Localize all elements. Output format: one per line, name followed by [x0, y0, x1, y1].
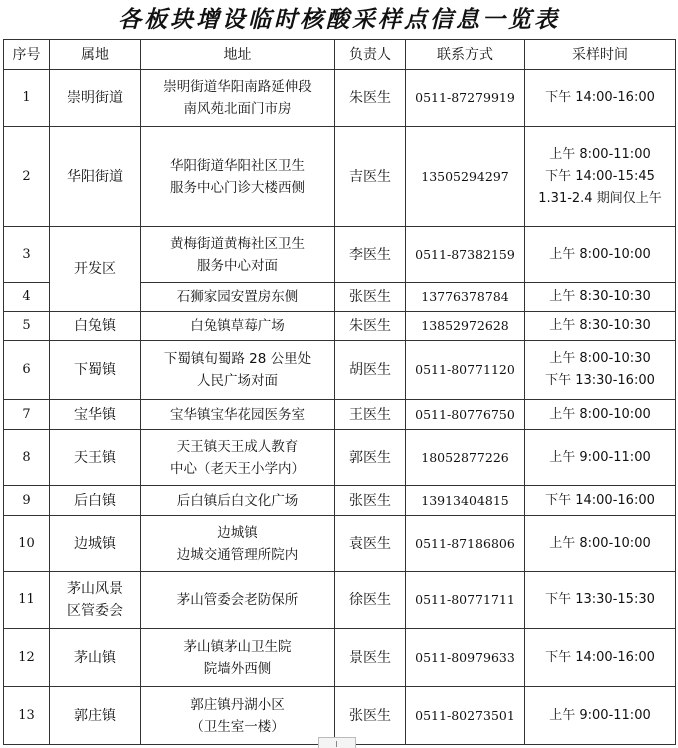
- table-row: [4, 572, 676, 629]
- cell-time: [525, 400, 676, 430]
- cell-contact: 18052877226: [406, 430, 525, 486]
- cell-contact: 0511-80273501: [406, 687, 525, 745]
- cell-time: [525, 70, 676, 127]
- cell-time: [525, 127, 676, 227]
- cell-seq: 4: [4, 283, 50, 312]
- cell-line: 上午 8:00-10:00: [549, 406, 651, 422]
- cell-line: 上午 8:00-10:30: [549, 351, 651, 366]
- cell-line: 白兔镇草莓广场: [190, 318, 285, 334]
- cell-contact: 13913404815: [406, 486, 525, 516]
- cell-line: 下午 13:30-15:30: [545, 592, 655, 607]
- cell-line: 服务中心门诊大楼西侧: [170, 179, 305, 196]
- table-row: [4, 227, 676, 283]
- cell-line: 石狮家园安置房东侧: [176, 289, 299, 305]
- cell-time: [525, 312, 676, 341]
- cell-line: 上午 8:00-11:00: [549, 146, 651, 162]
- cell-line: 崇明街道华阳南路延伸段: [163, 79, 312, 95]
- cell-line: 人民广场对面: [197, 373, 278, 389]
- cell-contact: 0511-80771120: [406, 341, 525, 400]
- cell-person: 朱医生: [335, 70, 406, 127]
- cell-seq: 12: [4, 629, 50, 687]
- cell-seq: 13: [4, 687, 50, 745]
- table-row: [4, 341, 676, 400]
- cell-time: [525, 430, 676, 486]
- cell-address: [141, 400, 335, 430]
- table-row: [4, 127, 676, 227]
- header-area: 属地: [50, 40, 141, 70]
- cell-line: 茅山管委会老防保所: [176, 592, 299, 608]
- cell-line: 下午 14:00-16:00: [545, 90, 655, 105]
- cell-area: 白兔镇: [50, 312, 141, 341]
- cell-line: 宝华镇宝华花园医务室: [170, 406, 305, 423]
- cell-seq: 1: [4, 70, 50, 127]
- cell-area: 后白镇: [50, 486, 141, 516]
- cell-time: [525, 687, 676, 745]
- cell-line: 茅山风景: [67, 581, 123, 597]
- cell-address: [141, 687, 335, 745]
- header-contact: 联系方式: [406, 40, 525, 70]
- cell-contact: 13505294297: [406, 127, 525, 227]
- cell-person: 胡医生: [335, 341, 406, 400]
- cell-time: [525, 227, 676, 283]
- cell-line: 茅山镇茅山卫生院: [183, 638, 292, 655]
- cell-person: 张医生: [335, 283, 406, 312]
- header-time: 采样时间: [525, 40, 676, 70]
- cell-address: [141, 430, 335, 486]
- cell-person: 朱医生: [335, 312, 406, 341]
- cell-line: 上午 8:00-10:00: [549, 535, 651, 551]
- cell-area: 边城镇: [50, 516, 141, 572]
- cell-line: 上午 9:00-11:00: [549, 449, 651, 465]
- cell-address: [141, 312, 335, 341]
- cell-area: 郭庄镇: [50, 687, 141, 745]
- cell-line: 边城镇: [217, 524, 258, 541]
- cell-line: 下蜀镇旬蜀路 28 公里处: [163, 351, 312, 367]
- cell-time: [525, 341, 676, 400]
- cell-line: 上午 8:30-10:30: [549, 289, 651, 304]
- cell-seq: 6: [4, 341, 50, 400]
- cell-time: [525, 283, 676, 312]
- cell-seq: 11: [4, 572, 50, 629]
- cell-seq: 5: [4, 312, 50, 341]
- cell-address: [141, 486, 335, 516]
- header-address: 地址: [141, 40, 335, 70]
- cell-line: 区管委会: [67, 603, 123, 619]
- cell-line: 服务中心对面: [197, 257, 278, 274]
- cell-area: 茅山镇: [50, 629, 141, 687]
- cell-address: [141, 70, 335, 127]
- cell-line: 下午 14:00-15:45: [545, 168, 655, 184]
- cell-contact: 0511-80771711: [406, 572, 525, 629]
- cell-contact: 0511-80979633: [406, 629, 525, 687]
- page-title: 各板块增设临时核酸采样点信息一览表: [118, 7, 560, 33]
- cell-area: 华阳街道: [50, 127, 141, 227]
- cell-contact: 0511-87382159: [406, 227, 525, 283]
- cell-person: 王医生: [335, 400, 406, 430]
- cell-person: 袁医生: [335, 516, 406, 572]
- cell-person: 景医生: [335, 629, 406, 687]
- cell-address: [141, 127, 335, 227]
- table-row: [4, 400, 676, 430]
- cell-area: 下蜀镇: [50, 341, 141, 400]
- cell-line: 南风苑北面门市房: [183, 101, 292, 117]
- table-row: [4, 70, 676, 127]
- cell-seq: 10: [4, 516, 50, 572]
- cell-person: 李医生: [335, 227, 406, 283]
- cell-time: [525, 572, 676, 629]
- cell-area: 崇明街道: [50, 70, 141, 127]
- cell-address: [141, 227, 335, 283]
- cell-contact: 0511-80776750: [406, 400, 525, 430]
- table-row: [4, 687, 676, 745]
- cell-seq: 7: [4, 400, 50, 430]
- cell-time: [525, 486, 676, 516]
- cell-line: 华阳街道华阳社区卫生: [170, 157, 305, 174]
- cell-person: 徐医生: [335, 572, 406, 629]
- cell-line: 后白镇后白文化广场: [176, 492, 299, 509]
- cell-time: [525, 516, 676, 572]
- cell-time: [525, 629, 676, 687]
- cell-person: 吉医生: [335, 127, 406, 227]
- cell-contact: 13852972628: [406, 312, 525, 341]
- cell-line: 下午 13:30-16:00: [545, 373, 655, 388]
- cell-line: 中心（老天王小学内）: [170, 460, 305, 477]
- cell-contact: 0511-87279919: [406, 70, 525, 127]
- cell-seq: 3: [4, 227, 50, 283]
- cell-area: 开发区: [50, 227, 141, 312]
- cell-seq: 8: [4, 430, 50, 486]
- cell-line: 黄梅街道黄梅社区卫生: [170, 235, 305, 252]
- table-body: [4, 70, 676, 745]
- cell-contact: 0511-87186806: [406, 516, 525, 572]
- table-row: [4, 486, 676, 516]
- cell-person: 张医生: [335, 687, 406, 745]
- cell-line: 上午 9:00-11:00: [549, 707, 651, 723]
- scroll-tab[interactable]: [318, 737, 356, 748]
- cell-address: [141, 341, 335, 400]
- cell-address: [141, 629, 335, 687]
- cell-line: 天王镇天王成人教育: [176, 438, 299, 455]
- cell-line: 下午 14:00-16:00: [545, 649, 655, 665]
- header-person: 负责人: [335, 40, 406, 70]
- cell-seq: 2: [4, 127, 50, 227]
- cell-area: 宝华镇: [50, 400, 141, 430]
- table-row: [4, 430, 676, 486]
- table-row: [4, 312, 676, 341]
- cell-area: [50, 572, 141, 629]
- cell-person: 张医生: [335, 486, 406, 516]
- cell-seq: 9: [4, 486, 50, 516]
- cell-address: [141, 516, 335, 572]
- table-row: [4, 629, 676, 687]
- cell-line: 1.31-2.4 期间仅上午: [538, 190, 662, 206]
- scroll-grip-icon: [336, 741, 337, 747]
- header-seq: 序号: [4, 40, 50, 70]
- cell-line: 边城交通管理所院内: [176, 546, 299, 563]
- cell-line: （卫生室一楼）: [190, 718, 285, 735]
- sampling-sites-table: [3, 39, 676, 745]
- cell-address: [141, 572, 335, 629]
- cell-line: 院墙外西侧: [203, 660, 272, 677]
- cell-contact: 13776378784: [406, 283, 525, 312]
- cell-line: 郭庄镇丹湖小区: [190, 696, 285, 713]
- cell-line: 下午 14:00-16:00: [545, 492, 655, 508]
- cell-line: 上午 8:00-10:00: [549, 246, 651, 262]
- table-header-row: [4, 40, 676, 70]
- cell-line: 上午 8:30-10:30: [549, 318, 651, 333]
- cell-address: [141, 283, 335, 312]
- cell-area: 天王镇: [50, 430, 141, 486]
- cell-person: 郭医生: [335, 430, 406, 486]
- table-row: [4, 516, 676, 572]
